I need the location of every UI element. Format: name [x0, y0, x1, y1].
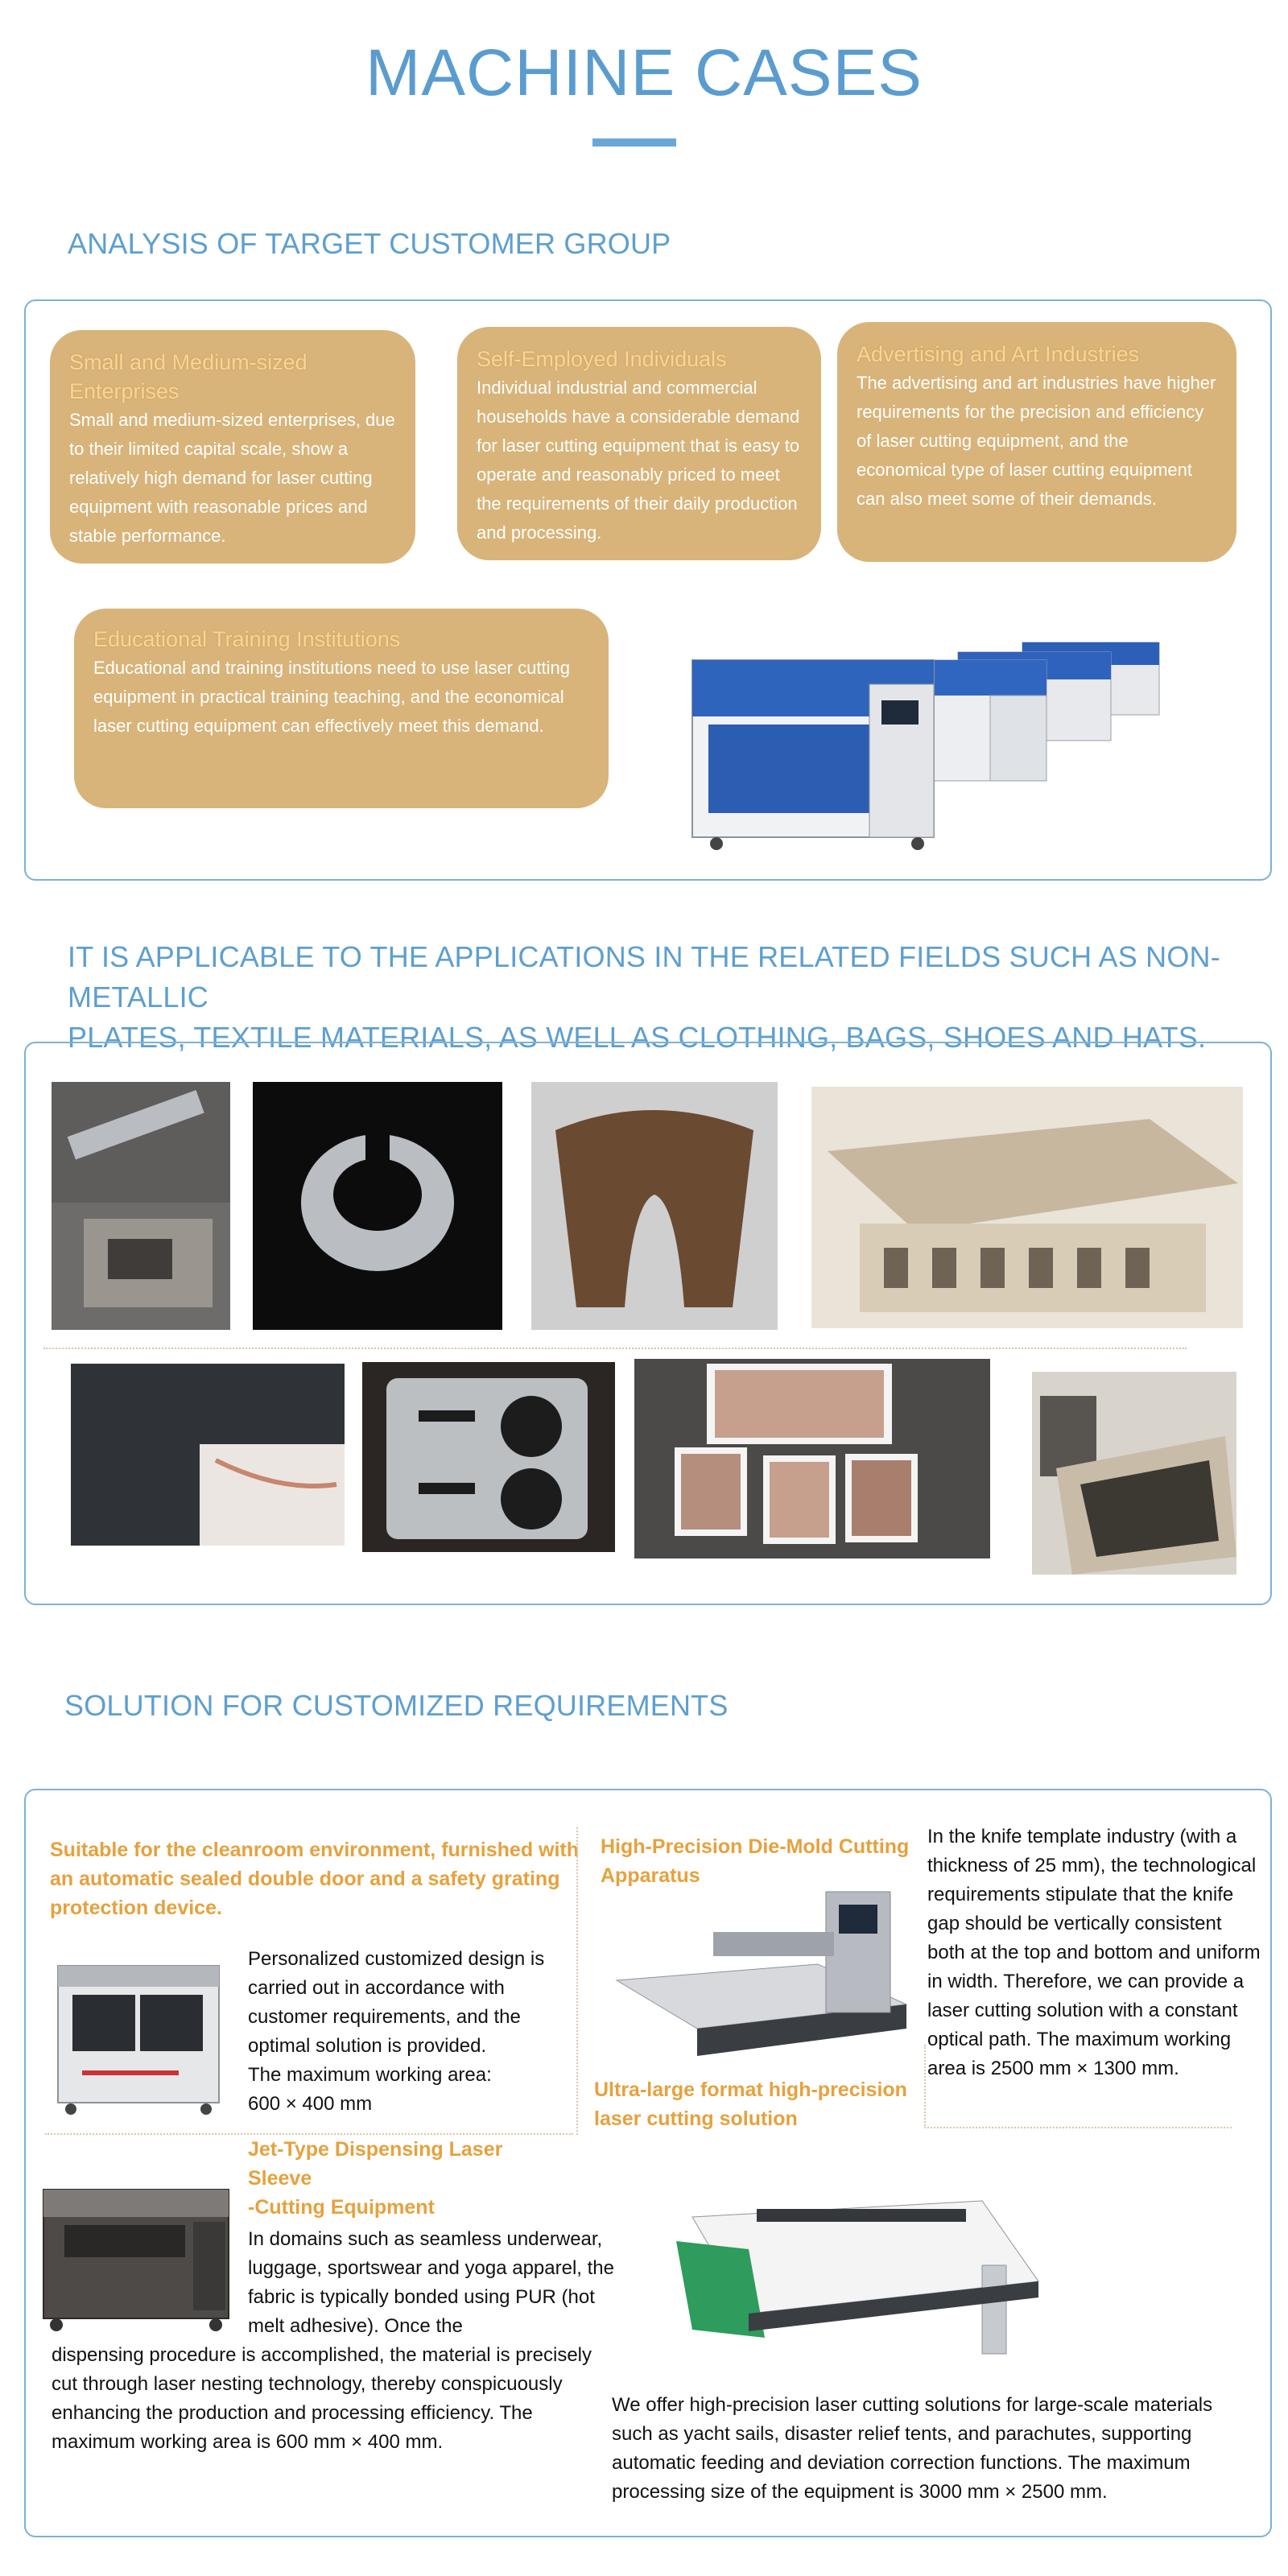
- cleanroom-area-value: 600 × 400 mm: [248, 2093, 373, 2115]
- laser-machines-image: [684, 628, 1199, 861]
- card-small-medium-enterprises: [50, 330, 415, 564]
- card-text: Individual industrial and commercial households have a considerable demand for laser cutting equipment that is easy to operate and reasonably priced to meet the requirements of their daily production and processing.: [477, 378, 800, 543]
- photo-metal-plate: [362, 1362, 615, 1552]
- card-text: The advertising and art industries have higher requirements for the precision and efficiency of laser cutting equipment, and the economical type of laser cutting equipment can also meet some of their demands.: [857, 373, 1216, 509]
- card-title: Self-Employed Individuals: [477, 347, 727, 371]
- card-advertising-art: [837, 322, 1236, 562]
- card-self-employed: [457, 327, 821, 560]
- photo-row-divider: [43, 1348, 1187, 1349]
- photo-fabric-pieces: [71, 1364, 345, 1546]
- heading-line-2: PLATES, TEXTILE MATERIALS, AS WELL AS CLOTHING, BAGS, SHOES AND HATS.: [68, 1021, 1207, 1054]
- ultralarge-machine-image: [676, 2193, 1046, 2367]
- card-title: Educational Training Institutions: [93, 627, 401, 651]
- divider-right: [924, 2127, 1232, 2128]
- machine-front: [692, 660, 934, 850]
- section-heading-customized: SOLUTION FOR CUSTOMIZED REQUIREMENTS: [64, 1689, 729, 1722]
- title-underline: [592, 138, 676, 147]
- jettype-text-long: dispensing procedure is accomplished, the material is precisely cut through laser nesting technology, thereby conspicuously enhancing the production and processing efficiency. The maximum working area is 600 mm × 400 mm.: [52, 2344, 592, 2453]
- divider-right-vertical: [924, 2045, 926, 2128]
- jettype-title-line-2: -Cutting Equipment: [248, 2196, 435, 2219]
- ultralarge-text: We offer high-precision laser cutting solutions for large-scale materials such as yacht sails, disaster relief tents, and parachutes, supporting automatic feeding and deviation correction functions. The maximum processing size of the equipment is 3000 mm × 2500 mm.: [612, 2394, 1213, 2503]
- card-title: Small and Medium-sized Enterprises: [69, 350, 308, 403]
- card-title: Advertising and Art Industries: [857, 342, 1140, 366]
- diemold-title: High-Precision Die-Mold Cutting Apparatus: [601, 1835, 910, 1887]
- cleanroom-area-label: The maximum working area:: [248, 2064, 492, 2086]
- photo-wooden-house-model: [811, 1087, 1243, 1328]
- jettype-title: [248, 2135, 570, 2222]
- photo-photo-frames: [634, 1359, 990, 1558]
- card-text: Small and medium-sized enterprises, due to their limited capital scale, show a relatively high demand for laser cutting equipment with reasonable prices and stable performance.: [69, 410, 395, 546]
- photo-acrylic-ring: [253, 1082, 502, 1330]
- photo-wood-lattice-panel: [1032, 1372, 1236, 1575]
- heading-line-1: IT IS APPLICABLE TO THE APPLICATIONS IN THE RELATED FIELDS SUCH AS NON-METALLIC: [68, 940, 1220, 1013]
- diemold-machine-image: [609, 1884, 908, 2058]
- divider-center-vertical: [576, 1827, 578, 2135]
- diemold-text: In the knife template industry (with a thickness of 25 mm), the technological requirements stipulate that the knife gap should be vertically consistent both at the top and bottom and uniform in width. Therefore, we can provide a laser cutting solution with a constant optical path. The maximum working area is 2500 mm × 1300 mm.: [927, 1826, 1261, 2079]
- photo-felt-pattern: [531, 1082, 778, 1330]
- cleanroom-text: Personalized customized design is carried out in accordance with customer requirements, and the optimal solution is provided.: [248, 1948, 545, 2057]
- cleanroom-machine-image: [50, 1950, 229, 2119]
- jettype-text-short: In domains such as seamless underwear, luggage, sportswear and yoga apparel, the fabric is typically bonded using PUR (hot melt adhesive). Once the: [248, 2228, 614, 2337]
- photo-caliper-acrylic: [52, 1082, 230, 1330]
- jettype-machine-image: [32, 2165, 242, 2343]
- card-educational-training: [74, 609, 609, 808]
- section-heading-target-customer: ANALYSIS OF TARGET CUSTOMER GROUP: [68, 227, 671, 260]
- section-heading-applications: [68, 937, 1275, 1058]
- cleanroom-title: Suitable for the cleanroom environment, furnished with an automatic sealed double door and a safety grating protection device.: [50, 1839, 580, 1919]
- ultralarge-title: Ultra-large format high-precision laser cutting solution: [594, 2079, 907, 2130]
- card-text: Educational and training institutions need to use laser cutting equipment in practical training teaching, and the economical laser cutting equipment can effectively meet this demand.: [93, 658, 570, 736]
- jettype-title-line-1: Jet-Type Dispensing Laser Sleeve: [248, 2138, 503, 2190]
- page-title: MACHINE CASES: [365, 36, 923, 109]
